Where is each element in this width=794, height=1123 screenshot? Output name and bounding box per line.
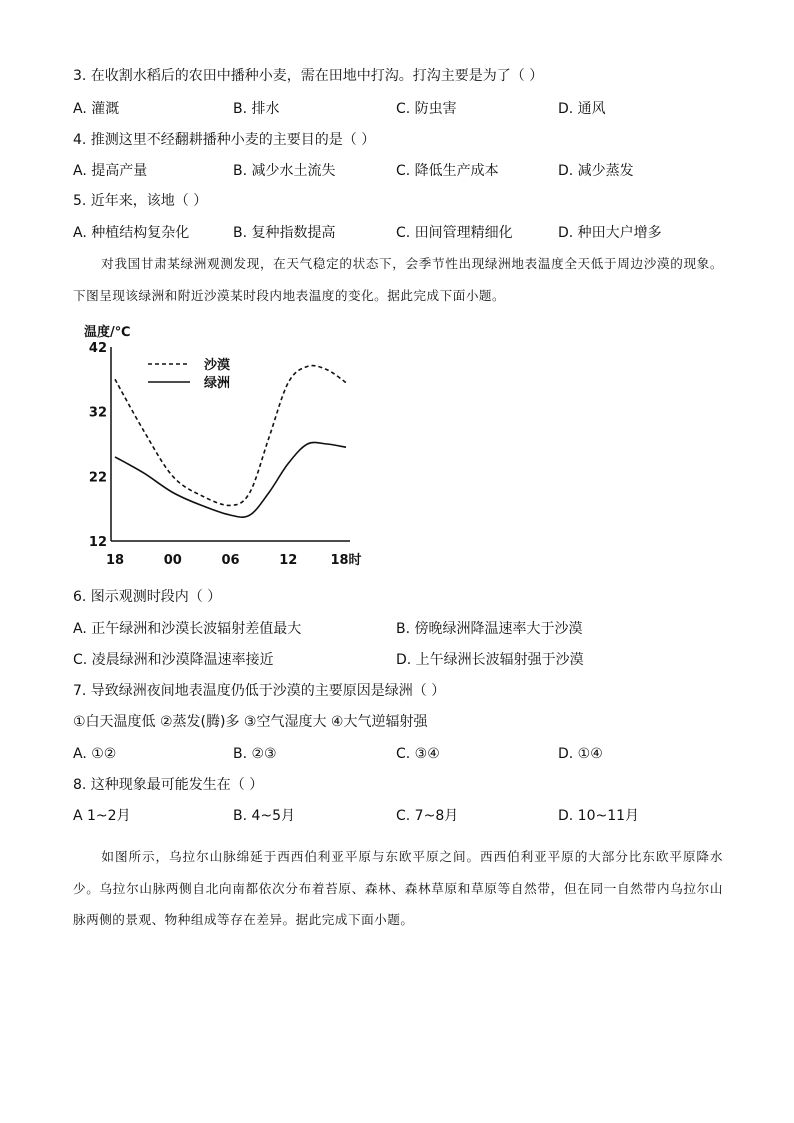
question-5-stem: 5. 近年来，该地（ ）: [73, 193, 208, 209]
question-3-stem: 3. 在收割水稻后的农田中播种小麦，需在田地中打沟。打沟主要是为了（ ）: [73, 68, 544, 84]
q8-option-c[interactable]: C. 7~8月: [396, 808, 459, 824]
q5-option-d[interactable]: D. 种田大户增多: [558, 225, 662, 241]
q5-option-a[interactable]: A. 种植结构复杂化: [73, 225, 190, 241]
y-tick-label: 22: [88, 470, 107, 486]
x-tick-label: 18时: [330, 553, 362, 568]
question-7-statements: ①白天温度低 ②蒸发(腾)多 ③空气湿度大 ④大气逆辐射强: [73, 714, 428, 730]
q5-option-b[interactable]: B. 复种指数提高: [233, 225, 336, 241]
y-tick-label: 12: [88, 535, 107, 550]
q6-option-c[interactable]: C. 凌晨绿洲和沙漠降温速率接近: [73, 652, 274, 668]
q4-option-d[interactable]: D. 减少蒸发: [558, 163, 634, 179]
x-tick-label: 12: [279, 553, 298, 568]
q7-option-c[interactable]: C. ③④: [396, 746, 440, 762]
q7-option-b[interactable]: B. ②③: [233, 746, 277, 762]
q7-option-d[interactable]: D. ①④: [558, 746, 603, 762]
q3-option-a[interactable]: A. 灌溉: [73, 101, 120, 117]
question-8-stem: 8. 这种现象最可能发生在（ ）: [73, 777, 264, 793]
passage-ural: 如图所示，乌拉尔山脉绵延于西西伯利亚平原与东欧平原之间。西西伯利亚平原的大部分比东欧平原降水少。乌拉尔山脉两侧自北向南都依次分布着苔原、森林、森林草原和草原等自然带，但在同一自然带内乌拉尔山脉两侧的景观、物种组成等存在差异。据此完成下面小题。: [73, 849, 723, 927]
q6-option-b[interactable]: B. 傍晚绿洲降温速率大于沙漠: [396, 621, 583, 637]
x-tick-label: 06: [221, 553, 240, 568]
question-7-stem: 7. 导致绿洲夜间地表温度仍低于沙漠的主要原因是绿洲（ ）: [73, 683, 446, 699]
passage-oasis: 对我国甘肃某绿洲观测发现，在天气稳定的状态下，会季节性出现绿洲地表温度全天低于周边沙漠的现象。下图呈现该绿洲和附近沙漠某时段内地表温度的变化。据此完成下面小题。: [73, 256, 723, 303]
x-tick-label: 00: [163, 553, 182, 568]
y-tick-label: 32: [88, 405, 107, 421]
desert-series-line: [115, 366, 346, 506]
y-tick-label: 42: [88, 341, 107, 356]
question-6-stem: 6. 图示观测时段内（ ）: [73, 589, 222, 605]
q8-option-b[interactable]: B. 4~5月: [233, 808, 296, 824]
q3-option-b[interactable]: B. 排水: [233, 101, 280, 117]
temperature-chart: [78, 318, 378, 578]
x-tick-label: 18: [105, 553, 125, 568]
q4-option-c[interactable]: C. 降低生产成本: [396, 163, 499, 179]
chart-ylabel: 温度/℃: [84, 325, 131, 340]
legend-desert-label: 沙漠: [204, 358, 231, 373]
q8-option-d[interactable]: D. 10~11月: [558, 808, 640, 824]
q6-option-a[interactable]: A. 正午绿洲和沙漠长波辐射差值最大: [73, 621, 302, 637]
q4-option-b[interactable]: B. 减少水土流失: [233, 163, 336, 179]
q6-option-d[interactable]: D. 上午绿洲长波辐射强于沙漠: [396, 652, 584, 668]
q4-option-a[interactable]: A. 提高产量: [73, 163, 148, 179]
question-4-stem: 4. 推测这里不经翻耕播种小麦的主要目的是（ ）: [73, 132, 376, 148]
q7-option-a[interactable]: A. ①②: [73, 746, 117, 762]
q5-option-c[interactable]: C. 田间管理精细化: [396, 225, 513, 241]
q3-option-d[interactable]: D. 通风: [558, 101, 606, 117]
q8-option-a[interactable]: A 1~2月: [73, 808, 131, 824]
q3-option-c[interactable]: C. 防虫害: [396, 101, 457, 117]
legend-oasis-label: 绿洲: [204, 376, 231, 391]
